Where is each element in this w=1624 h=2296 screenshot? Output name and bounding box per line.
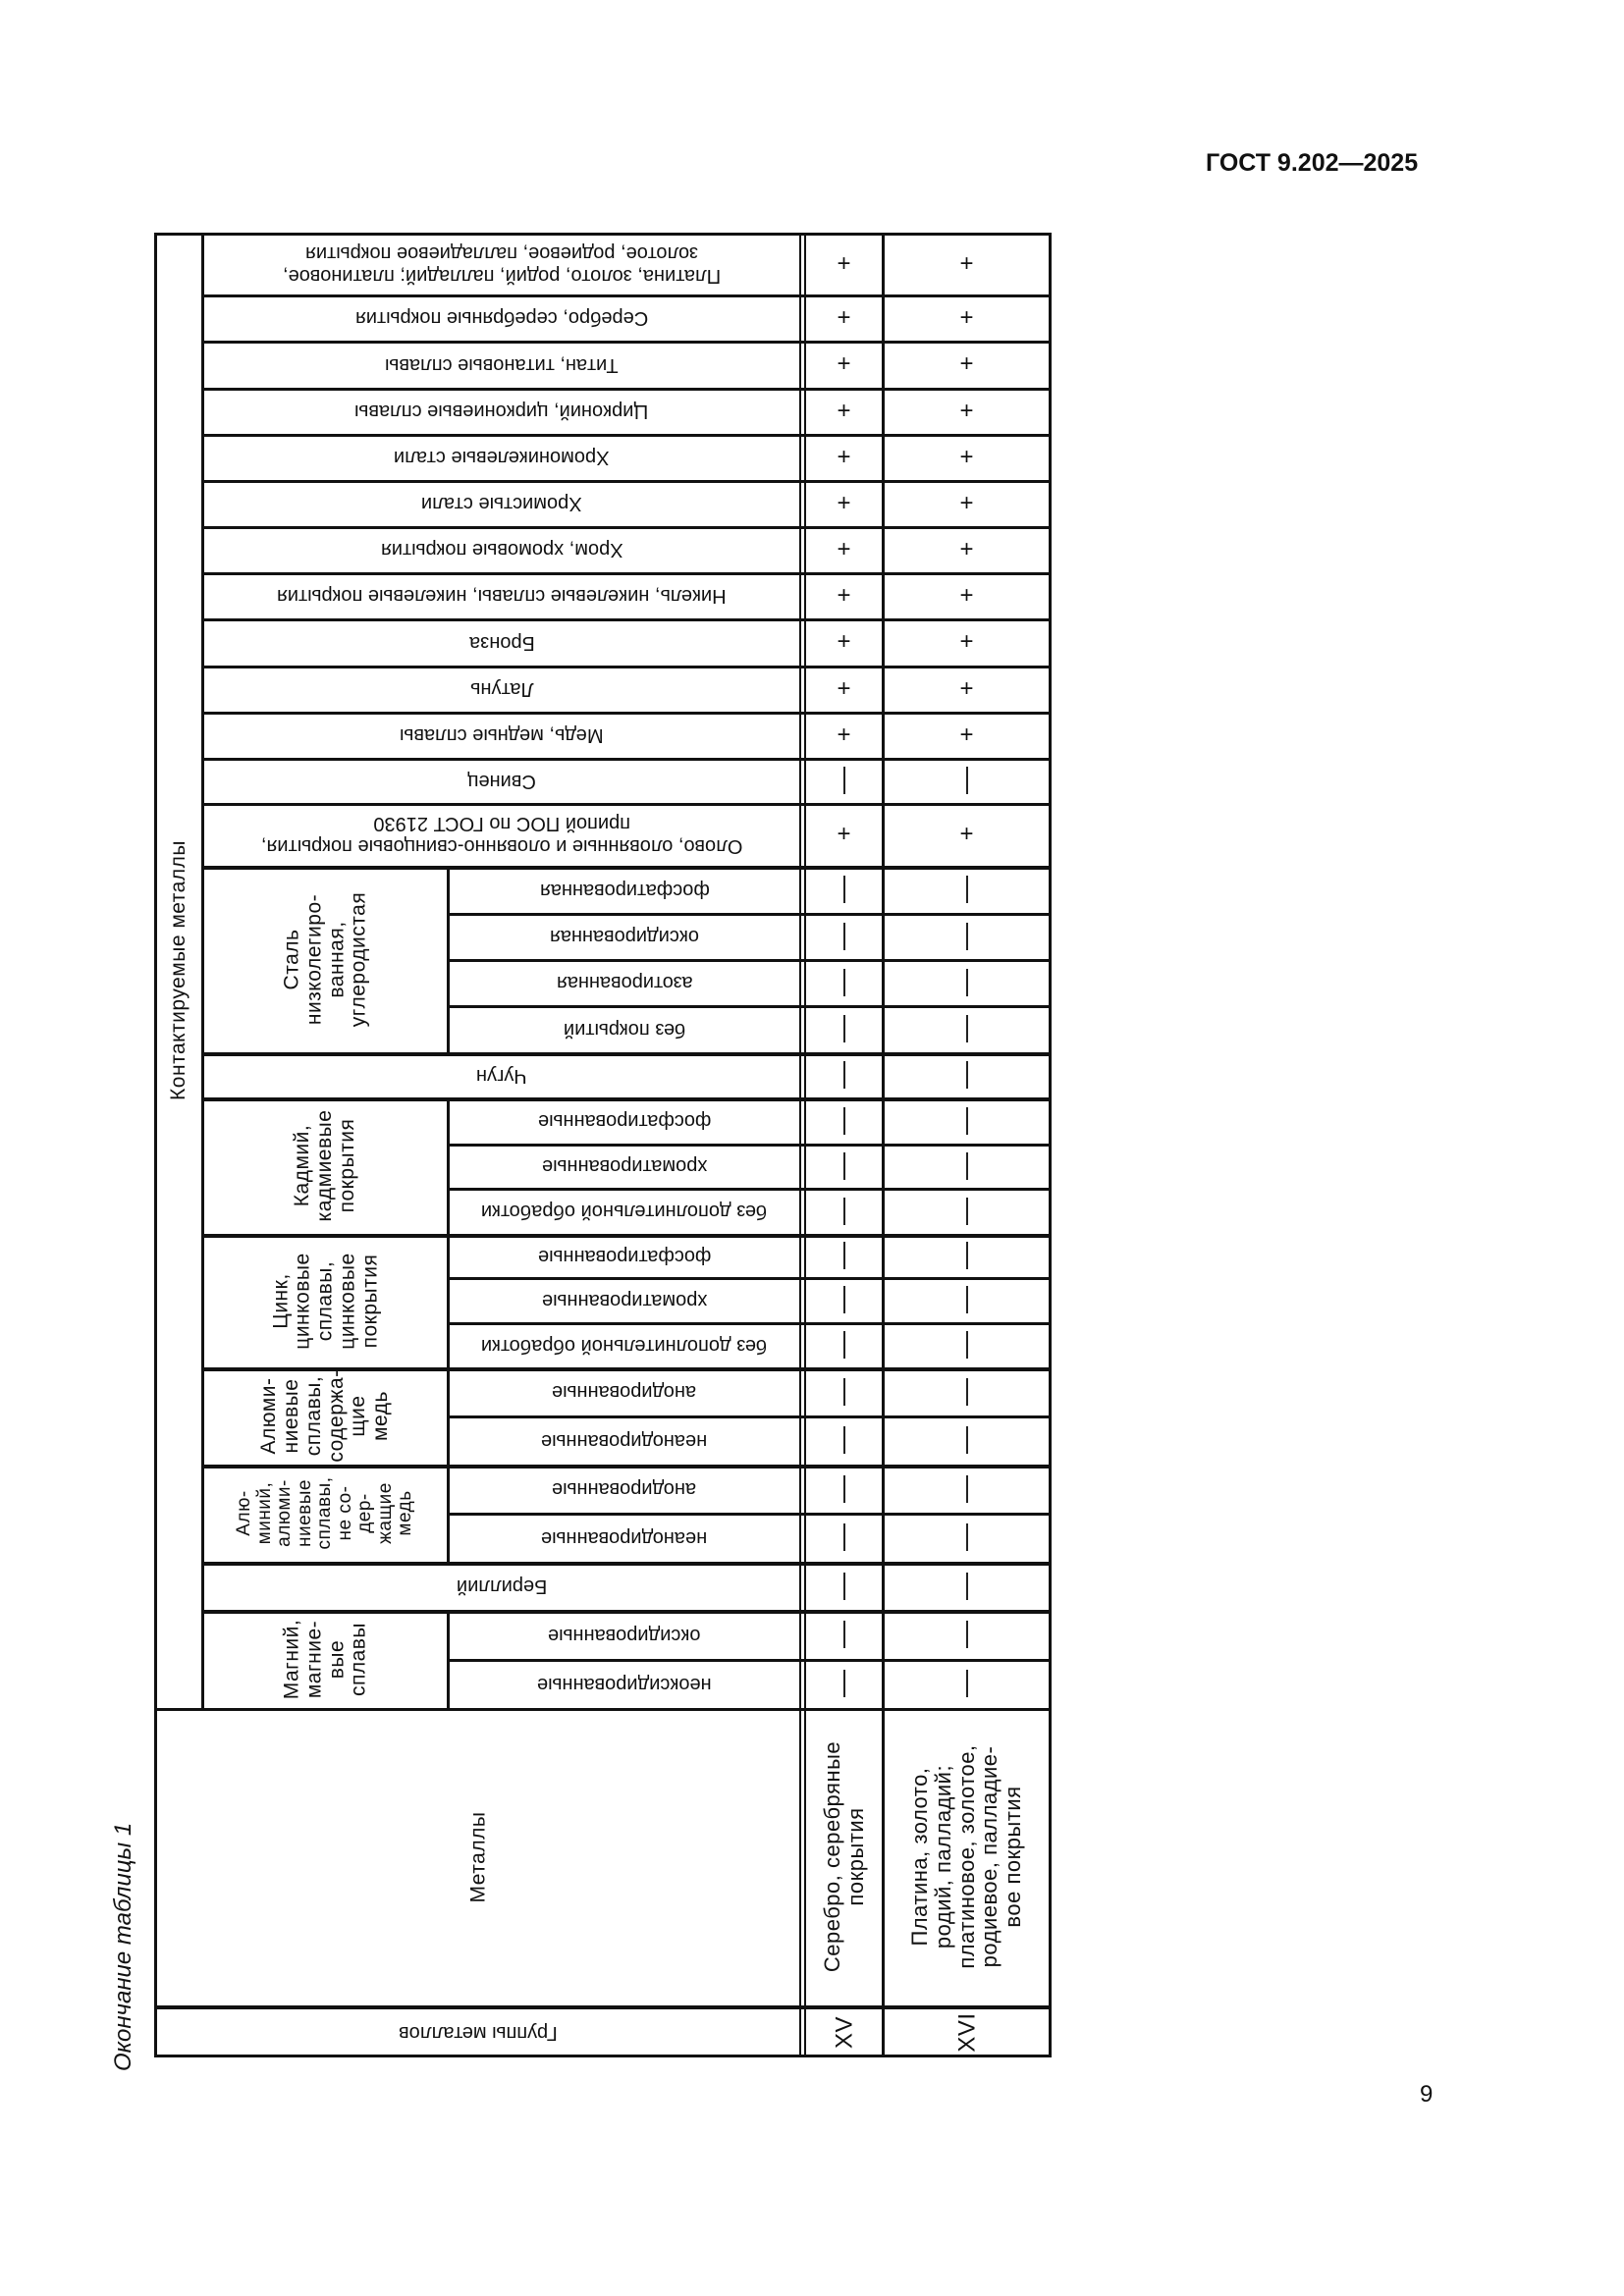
xvi-cell: [885, 758, 1049, 803]
row-label-cell: [450, 1513, 799, 1562]
row-label: Свинец: [467, 770, 536, 792]
row-label: Хромистые стали: [421, 493, 582, 514]
xvi-cell: [885, 526, 1049, 572]
xvi-dash: [966, 1061, 968, 1089]
row-label-cell: [450, 1097, 799, 1144]
row-label: Никель, никелевые сплавы, никелевые покрытия: [277, 585, 727, 607]
xv-cell: [806, 1277, 882, 1322]
xvi-cell: [885, 803, 1049, 866]
row-label-cell: [450, 866, 799, 913]
xvi-cell: [885, 712, 1049, 758]
xvi-cell: [885, 1465, 1049, 1513]
xvi-dash: [966, 1475, 968, 1503]
row-label-cell: [450, 1005, 799, 1052]
row-label: фосфатированные: [537, 1245, 712, 1267]
xv-cell: [806, 1234, 882, 1277]
xv-cell: [806, 388, 882, 434]
contact-metals-header: Контактируемые металлы: [167, 840, 190, 1100]
xv-plus: +: [837, 350, 851, 377]
row-label-cell: [204, 1562, 799, 1610]
xvi-plus: +: [959, 350, 974, 377]
metals-header: Металлы: [465, 1811, 489, 1902]
xv-cell: [806, 803, 882, 866]
xvi-cell: [885, 666, 1049, 712]
row-label: анодированные: [552, 1478, 697, 1500]
row-label-cell: [204, 666, 799, 712]
xv-dash: [843, 1152, 845, 1180]
row-label: анодированные: [552, 1381, 697, 1403]
xvi-cell: [885, 1415, 1049, 1465]
xv-cell: [806, 1052, 882, 1097]
row-label: Серебро, серебряные покрытия: [354, 307, 649, 329]
xv-dash: [843, 876, 845, 903]
table-border-right: [1049, 233, 1052, 2057]
xvi-plus: +: [959, 721, 974, 748]
row-label-cell: [450, 1144, 799, 1188]
xvi-cell: [885, 618, 1049, 666]
row-label: без покрытий: [563, 1018, 686, 1041]
row-label: Хром, хромовые покрытия: [380, 539, 623, 561]
subgroup-divider: [447, 1367, 450, 1465]
row-label-cell: [450, 1659, 799, 1708]
subgroup-name: Алюми- ниевые сплавы, содержа- щие медь: [257, 1369, 392, 1463]
xvi-dash: [966, 1286, 968, 1313]
row-label-cell: [450, 1415, 799, 1465]
row-label: фосфатированная: [539, 879, 710, 901]
xvi-plus: +: [959, 443, 974, 470]
groups-header-cell: [157, 2009, 799, 2055]
xv-dash: [843, 767, 845, 794]
page-number: 9: [1420, 2081, 1434, 2108]
xv-dash: [843, 1378, 845, 1406]
xv-dash: [843, 1286, 845, 1313]
xvi-cell: [885, 1144, 1049, 1188]
row-label: Чугун: [476, 1064, 527, 1087]
subgroup-name: Кадмий, кадмиевые покрытия: [291, 1109, 358, 1222]
xv-dash: [843, 1573, 845, 1600]
subgroup-divider: [447, 1097, 450, 1234]
xv-cell: [806, 1415, 882, 1465]
xvi-dash: [966, 969, 968, 996]
xv-dash: [843, 1061, 845, 1089]
xvi-cell: [885, 1322, 1049, 1367]
row-label-cell: [450, 913, 799, 959]
xvi-plus: +: [959, 535, 974, 562]
xv-dash: [843, 1242, 845, 1269]
xv-cell: [806, 1513, 882, 1562]
xvi-cell: [885, 866, 1049, 913]
xv-dash: [843, 923, 845, 950]
xv-cell: [806, 913, 882, 959]
xv-cell: [806, 526, 882, 572]
xv-cell: [806, 666, 882, 712]
row-label-cell: [450, 1465, 799, 1513]
row-label-cell: [204, 526, 799, 572]
xvi-dash: [966, 1198, 968, 1225]
row-label-cell: [450, 1322, 799, 1367]
column-xv-label: Серебро, серебряные покрытия: [819, 1740, 868, 1973]
xvi-cell: [885, 1562, 1049, 1610]
row-label-cell: [204, 758, 799, 803]
xv-cell: [806, 572, 882, 618]
xvi-cell: [885, 572, 1049, 618]
xv-plus: +: [837, 674, 851, 702]
xvi-dash: [966, 876, 968, 903]
xvi-cell: [885, 434, 1049, 480]
xvi-cell: [885, 480, 1049, 526]
xv-dash: [843, 969, 845, 996]
xvi-dash: [966, 767, 968, 794]
xv-plus: +: [837, 249, 851, 277]
xv-cell: [806, 294, 882, 341]
xvi-plus: +: [959, 581, 974, 609]
row-label-cell: [450, 1234, 799, 1277]
xv-cell: [806, 1562, 882, 1610]
row-label-cell: [450, 1188, 799, 1234]
xvi-cell: [885, 1052, 1049, 1097]
row-label: хроматированные: [541, 1289, 708, 1311]
xvi-dash: [966, 923, 968, 950]
xv-plus: +: [837, 489, 851, 516]
document-code: ГОСТ 9.202—2025: [1206, 149, 1419, 177]
xvi-dash: [966, 1331, 968, 1359]
xvi-plus: +: [959, 628, 974, 655]
row-label: неоксидированные: [537, 1673, 712, 1695]
xvi-dash: [966, 1573, 968, 1600]
subgroup-name: Магний, магние- вые сплавы: [280, 1619, 370, 1699]
xv-cell: [806, 1322, 882, 1367]
xvi-dash: [966, 1523, 968, 1551]
row-label: Бронза: [468, 631, 535, 654]
subgroup-divider: [447, 1465, 450, 1562]
xvi-cell: [885, 388, 1049, 434]
xv-cell: [806, 866, 882, 913]
subgroup-name: Сталь низколегиро- ванная, углеродистая: [280, 891, 370, 1027]
xvi-plus: +: [959, 249, 974, 277]
row-label-cell: [450, 1277, 799, 1322]
subgroup-name: Цинк, цинковые сплавы, цинковые покрытия: [268, 1252, 381, 1350]
row-label-cell: [450, 1367, 799, 1415]
xv-cell: [806, 1465, 882, 1513]
table-caption: Окончание таблицы 1: [110, 1822, 136, 2071]
xv-dash: [843, 1015, 845, 1042]
xvi-plus: +: [959, 397, 974, 424]
row-label: Цирконий, циркониевые сплавы: [354, 400, 649, 422]
xvi-cell: [885, 1005, 1049, 1052]
row-label: Олово, оловянные и оловянно-свинцовые покрытия, припой ПОС по ГОСТ 21930: [260, 813, 743, 857]
row-label: оксидированные: [548, 1624, 701, 1646]
xvi-cell: [885, 1277, 1049, 1322]
xv-cell: [806, 1367, 882, 1415]
xv-dash: [843, 1523, 845, 1551]
column-xvi-label: Платина, золото, родий, палладий; платиновое, золотое, родиевое, палладие- вое покрытия: [907, 1744, 1026, 1969]
row-label: Титан, титановые сплавы: [385, 353, 619, 376]
xvi-plus: +: [959, 489, 974, 516]
row-label-cell: [450, 959, 799, 1005]
xv-cell: [806, 618, 882, 666]
subgroup-name: Алю- миний, алюми- ниевые сплавы, не со- дер- жащие медь: [234, 1476, 416, 1550]
xv-dash: [843, 1621, 845, 1648]
xvi-cell: [885, 341, 1049, 388]
xv-dash: [843, 1107, 845, 1135]
xvi-plus: +: [959, 821, 974, 847]
row-label-cell: [204, 294, 799, 341]
xvi-dash: [966, 1670, 968, 1697]
xv-dash: [843, 1475, 845, 1503]
xv-plus: +: [837, 397, 851, 424]
xvi-cell: [885, 913, 1049, 959]
xv-dash: [843, 1331, 845, 1359]
xvi-dash: [966, 1426, 968, 1454]
row-label-cell: [204, 434, 799, 480]
xvi-cell: [885, 1659, 1049, 1708]
row-label-cell: [204, 233, 799, 294]
xvi-cell: [885, 1097, 1049, 1144]
xvi-cell: [885, 233, 1049, 294]
xv-cell: [806, 1188, 882, 1234]
xvi-cell: [885, 294, 1049, 341]
xvi-cell: [885, 1367, 1049, 1415]
xv-cell: [806, 341, 882, 388]
xvi-dash: [966, 1015, 968, 1042]
row-label: Медь, медные сплавы: [400, 724, 604, 746]
xvi-cell: [885, 1513, 1049, 1562]
row-label: Платина, золото, родий, палладий; платиновое, золотое, родиевое, палладиевое покрытия: [282, 241, 722, 287]
xvi-cell: [885, 1188, 1049, 1234]
xvi-dash: [966, 1242, 968, 1269]
row-label: фосфатированные: [537, 1110, 712, 1132]
row-label: хроматированные: [541, 1155, 708, 1177]
groups-header: Группы металлов: [399, 2021, 558, 2044]
xv-cell: [806, 1659, 882, 1708]
row-label-cell: [204, 712, 799, 758]
group-xv: XV: [830, 2015, 857, 2049]
xv-cell: [806, 1005, 882, 1052]
row-label-cell: [450, 1610, 799, 1659]
xv-plus: +: [837, 443, 851, 470]
xv-plus: +: [837, 535, 851, 562]
xv-plus: +: [837, 821, 851, 847]
row-label: неанодированные: [541, 1429, 708, 1452]
xvi-dash: [966, 1152, 968, 1180]
xv-dash: [843, 1198, 845, 1225]
row-label-cell: [204, 341, 799, 388]
xv-cell: [806, 434, 882, 480]
row-label: Латунь: [469, 678, 534, 700]
xv-plus: +: [837, 721, 851, 748]
xv-plus: +: [837, 303, 851, 331]
row-label: без дополнительной обработки: [481, 1201, 768, 1222]
xvi-cell: [885, 1610, 1049, 1659]
xvi-plus: +: [959, 674, 974, 702]
row-label-cell: [204, 1052, 799, 1097]
row-label-cell: [204, 572, 799, 618]
xv-cell: [806, 1097, 882, 1144]
row-label-cell: [204, 480, 799, 526]
xv-cell: [806, 1144, 882, 1188]
xvi-dash: [966, 1107, 968, 1135]
row-label: без дополнительной обработки: [481, 1334, 768, 1357]
xvi-plus: +: [959, 303, 974, 331]
group-xvi: XVI: [952, 2011, 980, 2053]
xv-plus: +: [837, 628, 851, 655]
row-label-cell: [204, 803, 799, 866]
row-label: Хромоникелевые стали: [394, 447, 610, 468]
xv-dash: [843, 1426, 845, 1454]
xv-cell: [806, 758, 882, 803]
xvi-dash: [966, 1378, 968, 1406]
xv-cell: [806, 1610, 882, 1659]
xv-plus: +: [837, 581, 851, 609]
row-label-cell: [204, 388, 799, 434]
row-label: азотированная: [556, 972, 693, 993]
row-label: неанодированные: [541, 1526, 708, 1549]
xv-cell: [806, 959, 882, 1005]
xv-cell: [806, 233, 882, 294]
row-label-cell: [204, 618, 799, 666]
xvi-cell: [885, 959, 1049, 1005]
xv-cell: [806, 480, 882, 526]
xv-cell: [806, 712, 882, 758]
row-label: оксидированная: [550, 926, 699, 947]
xvi-cell: [885, 1234, 1049, 1277]
row-label: Бериллий: [456, 1575, 548, 1597]
xvi-dash: [966, 1621, 968, 1648]
xv-dash: [843, 1670, 845, 1697]
